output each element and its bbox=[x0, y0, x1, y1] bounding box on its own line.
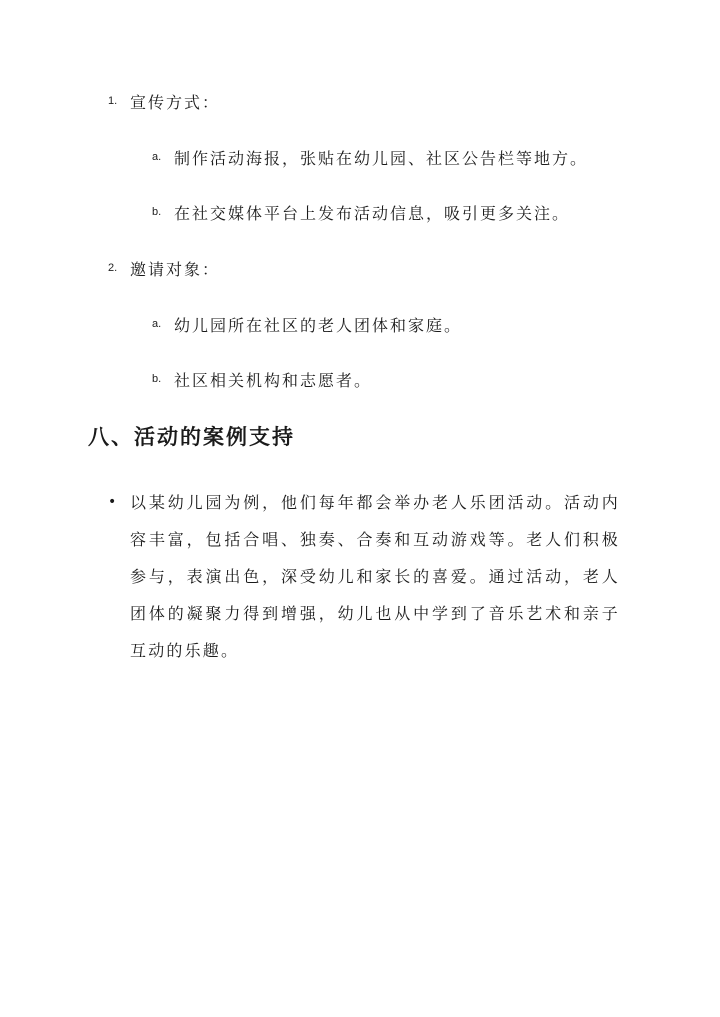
bullet-list-item bbox=[108, 484, 628, 669]
list-marker: 2. bbox=[108, 262, 118, 274]
list-marker: 1. bbox=[108, 95, 118, 107]
list-item-title: 邀请对象： bbox=[130, 259, 221, 279]
list-item-invite bbox=[108, 256, 220, 280]
sub-list-item bbox=[152, 200, 570, 224]
sub-list-text: 在社交媒体平台上发布活动信息，吸引更多关注。 bbox=[174, 203, 571, 223]
sub-list-item bbox=[152, 367, 372, 391]
sub-list-item bbox=[152, 312, 462, 336]
sub-list-marker: a. bbox=[152, 151, 162, 163]
sub-list-text: 社区相关机构和志愿者。 bbox=[174, 370, 373, 390]
bullet-marker: • bbox=[108, 494, 117, 510]
sub-list-text: 幼儿园所在社区的老人团体和家庭。 bbox=[174, 315, 463, 335]
section-heading: 八、活动的案例支持 bbox=[88, 425, 295, 449]
sub-list-item bbox=[152, 145, 588, 169]
sub-list-marker: b. bbox=[152, 206, 162, 218]
sub-list-marker: a. bbox=[152, 318, 162, 330]
sub-list-text: 制作活动海报，张贴在幼儿园、社区公告栏等地方。 bbox=[174, 148, 589, 168]
list-item-title: 宣传方式： bbox=[130, 92, 221, 112]
sub-list-marker: b. bbox=[152, 373, 162, 385]
list-item-promotion bbox=[108, 89, 220, 113]
case-paragraph: 以某幼儿园为例，他们每年都会举办老人乐团活动。活动内容丰富，包括合唱、独奏、合奏和互动游戏等。老人们积极参与，表演出色，深受幼儿和家长的喜爱。通过活动，老人团体的凝聚力得到增强，幼儿也从中学到了音乐艺术和亲子互动的乐趣。 bbox=[130, 493, 620, 660]
